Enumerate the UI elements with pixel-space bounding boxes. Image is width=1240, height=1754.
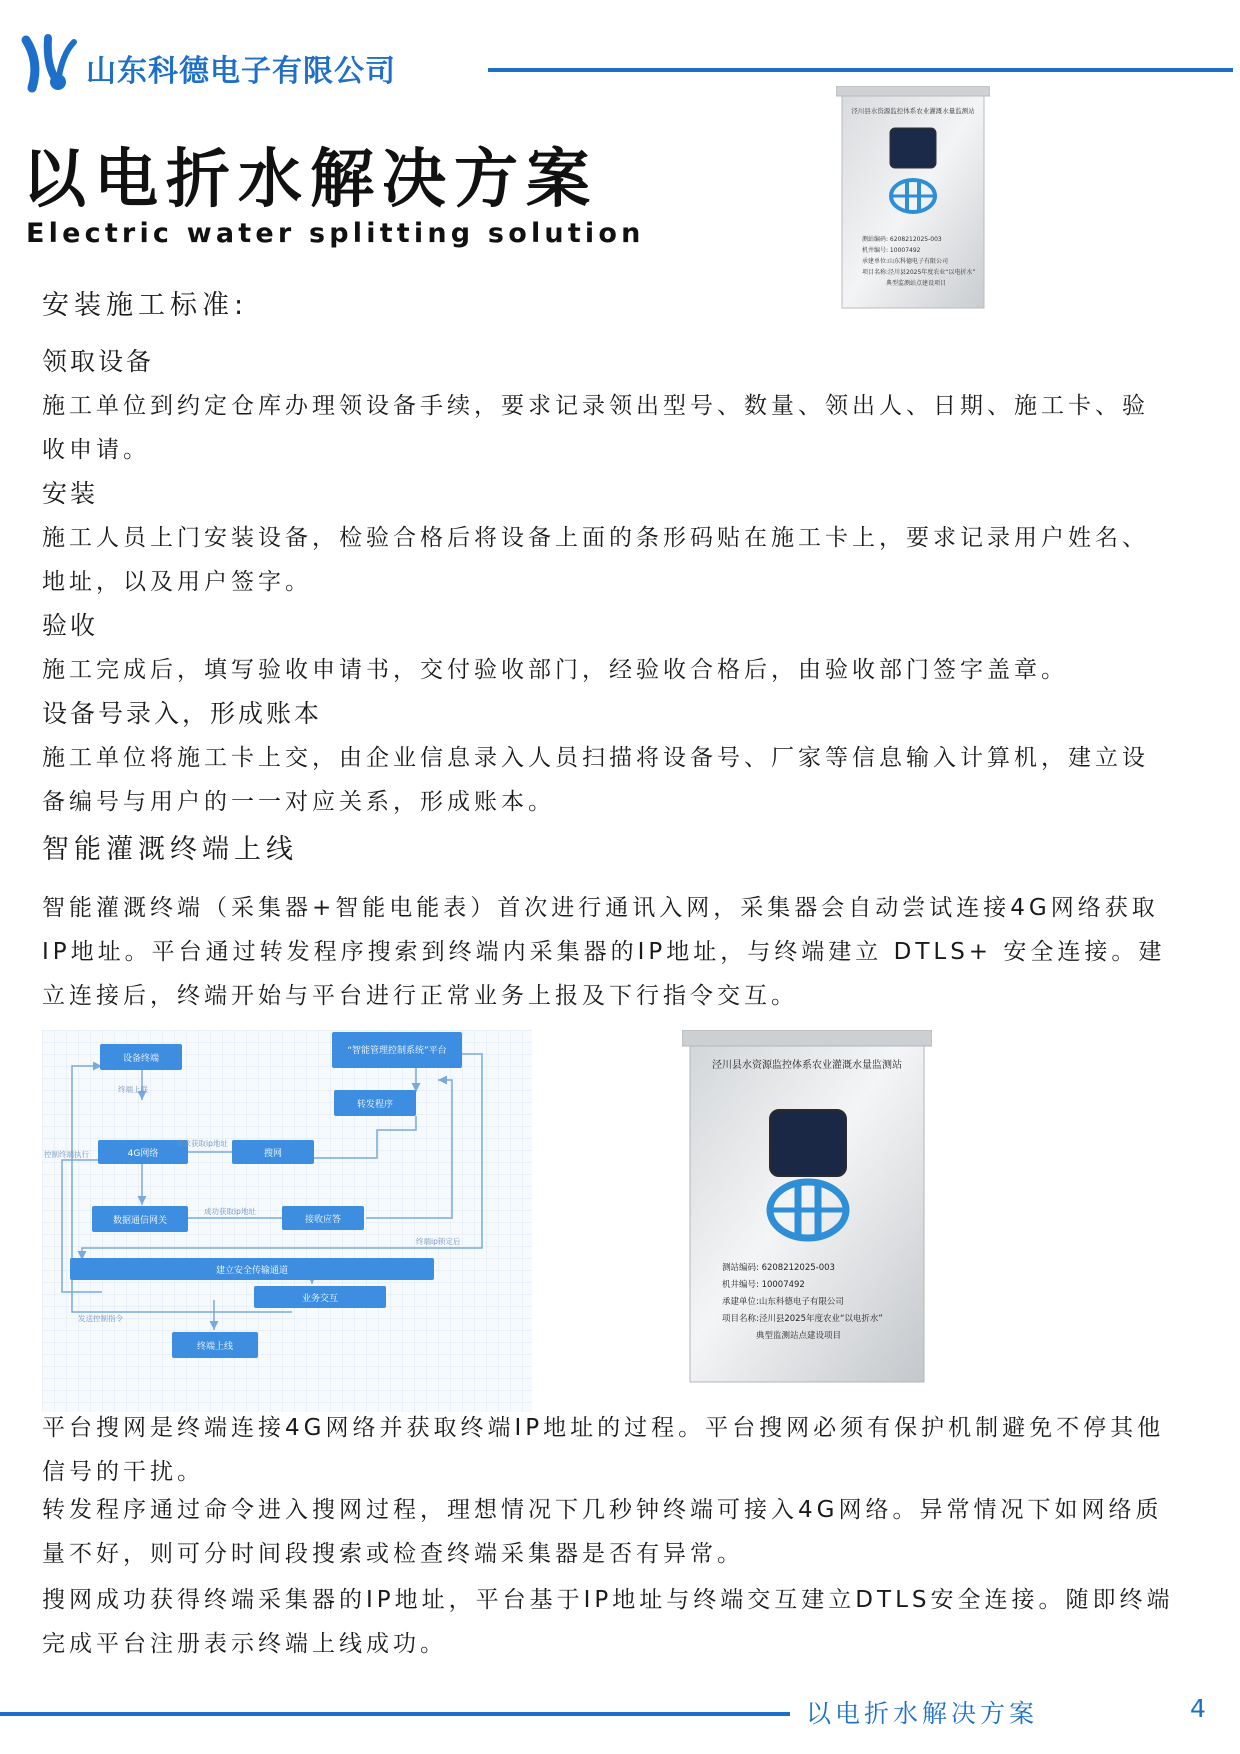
paragraph-search-1: 平台搜网是终端连接4G网络并获取终端IP地址的过程。平台搜网必须有保护机制避免不停其他	[42, 1415, 1165, 1441]
cabinet-large-project-1: 项目名称:泾川县2025年度农业“以电折水”	[722, 1314, 883, 1324]
section-heading-install-standard: 安装施工标准:	[42, 290, 249, 321]
cabinet-large-station-code: 测站编码: 6208212025-003	[722, 1263, 835, 1273]
subheading-install: 安装	[42, 479, 99, 508]
paragraph-accept: 施工完成后，填写验收申请书，交付验收部门，经验收合格后，由验收部门签字盖章。	[42, 657, 1068, 683]
section-heading-online: 智能灌溉终端上线	[42, 834, 298, 865]
node-4g-network-label: 4G网络	[127, 1149, 159, 1159]
paragraph-online-1: 智能灌溉终端（采集器+智能电能表）首次进行通讯入网，采集器会自动尝试连接4G网络获取	[42, 895, 1159, 921]
cabinet-small-project-2: 典型监测站点建设项目	[886, 280, 947, 287]
cabinet-small-builder: 承建单位:山东科德电子有限公司	[862, 258, 949, 265]
cabinet-large-builder: 承建单位:山东科德电子有限公司	[722, 1297, 844, 1307]
node-receive-reply-label: 接收应答	[304, 1215, 342, 1225]
footer-title: 以电折水解决方案	[806, 1699, 1039, 1728]
paragraph-record-2: 备编号与用户的一一对应关系，形成账本。	[42, 789, 555, 815]
node-device-terminal-label: 设备终端	[122, 1054, 160, 1064]
cabinet-small-project-1: 项目名称:泾川县2025年度农业“以电折水”	[862, 269, 976, 276]
cabinet-small-title: 泾川县水资源监控体系农业灌溉水量监测站	[851, 107, 975, 115]
edge-label-control-exec: 控制终端执行	[44, 1150, 89, 1159]
paragraph-forward-2: 量不好，则可分时间段搜索或检查终端采集器是否有异常。	[42, 1541, 744, 1567]
subheading-accept: 验收	[42, 611, 99, 640]
node-search-label: 搜网	[263, 1149, 283, 1159]
paragraph-forward-1: 转发程序通过命令进入搜网过程，理想情况下几秒钟终端可接入4G网络。异常情况下如网络质	[42, 1497, 1163, 1523]
cabinet-small-well-code: 机井编号: 10007492	[862, 247, 921, 254]
edge-label-terminal-up: 终端上联	[118, 1085, 148, 1094]
paragraph-success-1: 搜网成功获得终端采集器的IP地址，平台基于IP地址与终端交互建立DTLS安全连接。随即终端	[42, 1587, 1174, 1613]
edge-label-got-ip: 成功获取ip地址	[204, 1207, 256, 1216]
paragraph-online-2: IP地址。平台通过转发程序搜索到终端内采集器的IP地址，与终端建立 DTLS+ 安全连接。建	[42, 939, 1166, 965]
paragraph-receive-1: 施工单位到约定仓库办理领设备手续，要求记录领出型号、数量、领出人、日期、施工卡、验	[42, 393, 1149, 419]
edge-label-request-ip: 请求获取ip地址	[176, 1139, 228, 1148]
cabinet-small-station-code: 测站编码: 6208212025-003	[862, 236, 942, 243]
paragraph-online-3: 立连接后，终端开始与平台进行正常业务上报及下行指令交互。	[42, 983, 798, 1009]
page-number: 4	[1190, 1694, 1206, 1723]
page-title: 以电折水解决方案	[22, 143, 598, 217]
cabinet-large-title: 泾川县水资源监控体系农业灌溉水量监测站	[712, 1060, 902, 1071]
online-flowchart	[42, 1030, 532, 1412]
cabinet-large-well-code: 机井编号: 10007492	[722, 1280, 805, 1290]
edge-label-send-cmd: 发送控制指令	[78, 1314, 123, 1323]
paragraph-install-2: 地址，以及用户签字。	[42, 569, 312, 595]
company-name: 山东科德电子有限公司	[86, 54, 396, 89]
node-gateway-label: 数据通信网关	[112, 1216, 168, 1226]
company-logo-icon	[18, 32, 82, 96]
cabinet-large-project-2: 典型监测站点建设项目	[756, 1331, 842, 1341]
paragraph-receive-2: 收申请。	[42, 437, 150, 463]
node-forwarder-label: 转发程序	[356, 1100, 394, 1110]
paragraph-success-2: 完成平台注册表示终端上线成功。	[42, 1631, 447, 1657]
node-platform-label: “智能管理控制系统”平台	[347, 1046, 447, 1056]
subheading-record: 设备号录入，形成账本	[42, 699, 323, 728]
node-online-label: 终端上线	[196, 1342, 234, 1352]
footer-divider	[0, 1712, 790, 1716]
edge-label-lock-ip: 终端ip锁定后	[416, 1237, 461, 1246]
header-divider	[488, 68, 1233, 72]
cabinet-large-label	[722, 1260, 883, 1345]
paragraph-search-2: 信号的干扰。	[42, 1459, 204, 1485]
node-secure-channel-label: 建立安全传输通道	[215, 1266, 289, 1276]
subheading-receive: 领取设备	[42, 347, 155, 376]
page-subtitle: Electric water splitting solution	[26, 218, 645, 249]
paragraph-install-1: 施工人员上门安装设备，检验合格后将设备上面的条形码贴在施工卡上，要求记录用户姓名、	[42, 525, 1149, 551]
node-business-label: 业务交互	[301, 1294, 339, 1304]
paragraph-record-1: 施工单位将施工卡上交，由企业信息录入人员扫描将设备号、厂家等信息输入计算机，建立设	[42, 745, 1149, 771]
cabinet-small-label	[862, 234, 976, 289]
